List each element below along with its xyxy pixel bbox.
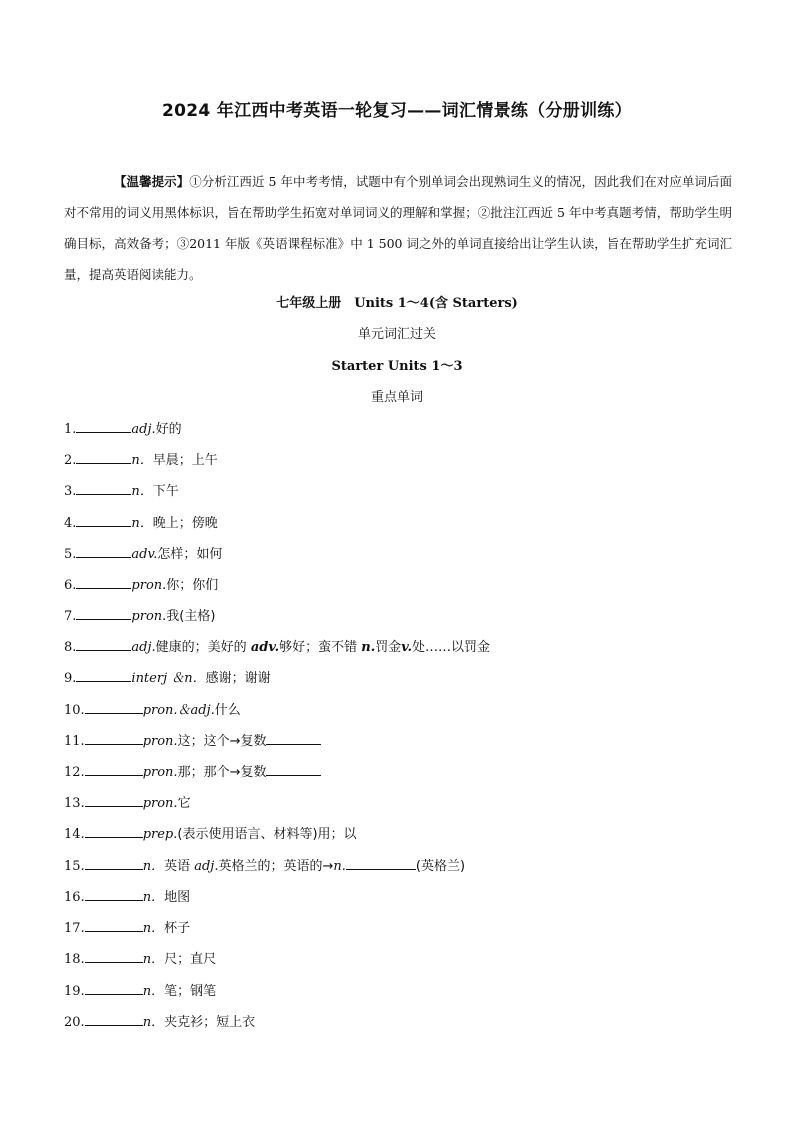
answer-blank[interactable]: [85, 857, 143, 870]
list-item: 4. n．晚上；傍晚: [64, 516, 218, 531]
answer-blank[interactable]: [76, 514, 131, 527]
list-item: 17. n．杯子: [64, 921, 191, 936]
answer-blank[interactable]: [85, 919, 143, 932]
list-item: 15. n．英语 adj.英格兰的；英语的→n. (英格兰): [64, 859, 466, 874]
answer-blank[interactable]: [85, 763, 143, 776]
list-item: 3. n．下午: [64, 484, 179, 499]
list-item: 13. pron.它: [64, 796, 191, 811]
plural-blank[interactable]: [266, 763, 321, 776]
list-item: 8. adj.健康的；美好的 adv.够好；蛮不错 n.罚金v.处……以罚金: [64, 640, 491, 655]
answer-blank[interactable]: [85, 794, 143, 807]
answer-blank[interactable]: [85, 732, 143, 745]
answer-blank[interactable]: [85, 825, 143, 838]
page-title: 2024 年江西中考英语一轮复习——词汇情景练（分册训练）: [162, 101, 632, 121]
answer-blank[interactable]: [76, 669, 131, 682]
subsection-heading: 单元词汇过关: [357, 327, 436, 342]
list-item: 18. n．尺；直尺: [64, 952, 217, 967]
answer-blank[interactable]: [76, 607, 131, 620]
list-item: 16. n．地图: [64, 890, 191, 905]
answer-blank[interactable]: [76, 482, 131, 495]
tip-paragraph: [64, 166, 732, 290]
answer-blank[interactable]: [85, 701, 143, 714]
plural-blank[interactable]: [266, 732, 321, 745]
list-item: 14. prep.(表示使用语言、材料等)用；以: [64, 827, 357, 842]
answer-blank[interactable]: [76, 576, 131, 589]
section-heading: 七年级上册 Units 1～4(含 Starters): [276, 296, 518, 311]
list-item: 5. adv.怎样；如何: [64, 547, 223, 562]
list-item: 11. pron.这；这个→复数: [64, 730, 321, 749]
answer-blank[interactable]: [76, 420, 131, 433]
list-item: 7. pron.我(主格): [64, 609, 216, 624]
answer-blank[interactable]: [85, 950, 143, 963]
category-heading: 重点单词: [370, 390, 423, 405]
list-item: 12. pron.那；那个→复数: [64, 761, 321, 780]
list-item: 1. adj.好的: [64, 422, 182, 437]
list-item: 10. pron.＆adj.什么: [64, 703, 241, 718]
answer-blank[interactable]: [76, 545, 131, 558]
list-item: 9. interj ＆n．感谢；谢谢: [64, 671, 271, 686]
list-item: 20. n．夹克衫；短上衣: [64, 1015, 256, 1030]
answer-blank[interactable]: [85, 982, 143, 995]
answer-blank[interactable]: [85, 1013, 143, 1026]
answer-blank[interactable]: [76, 451, 131, 464]
tip-body: ①分析江西近 5 年中考考情，试题中有个别单词会出现熟词生义的情况，因此我们在对应单词后面对不常用的词义用黑体标识，旨在帮助学生拓宽对单词词义的理解和掌握；②批注江西近 5 年中考真题考情，帮助学生明确目标，高效备考；③2011 年版《英语课程标准》中 1 500 词之外的单词直接给出让学生认读，旨在帮助学生扩充词汇量，提高英语阅读能力。: [64, 174, 732, 282]
unit-heading: Starter Units 1～3: [331, 359, 463, 374]
list-item: 2. n．早晨；上午: [64, 453, 218, 468]
list-item: 19. n．笔；钢笔: [64, 984, 217, 999]
derived-word-blank[interactable]: [346, 857, 416, 870]
tip-heading: 【温馨提示】: [114, 174, 190, 189]
answer-blank[interactable]: [76, 638, 131, 651]
answer-blank[interactable]: [85, 888, 143, 901]
list-item: 6. pron.你；你们: [64, 578, 219, 593]
